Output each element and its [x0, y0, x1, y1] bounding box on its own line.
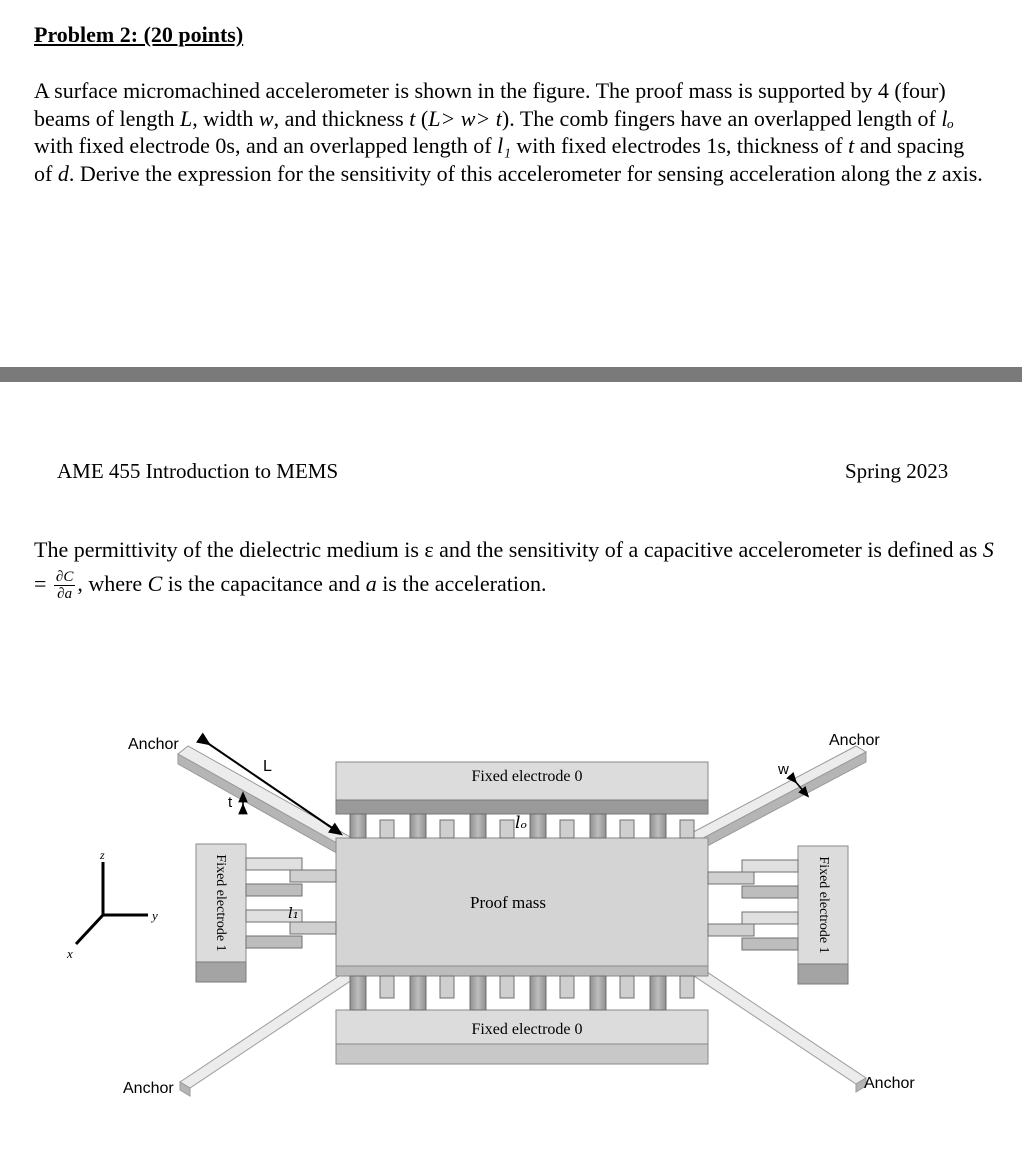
mass-finger-top	[620, 820, 634, 838]
fixed-finger-top	[590, 814, 606, 838]
problem-text-2: , width	[192, 105, 259, 131]
anchor-label-bottom-right: Anchor	[864, 1075, 915, 1092]
axis-y-label: y	[152, 908, 158, 923]
problem-text-5: ). The comb fingers have an overlapped length of	[501, 105, 942, 131]
mass-finger-left	[290, 922, 336, 934]
mass-finger-top	[680, 820, 694, 838]
mass-finger-bottom	[500, 976, 514, 998]
partial-fraction	[54, 569, 75, 602]
problem-text-10: axis.	[936, 160, 983, 186]
problem-text-8: and spacing of	[34, 133, 965, 186]
beam-bottom-left	[180, 970, 358, 1096]
fixed-finger-bottom	[350, 976, 366, 1010]
condition: L> w> t	[428, 105, 502, 131]
anchor-label-top-left: Anchor	[128, 736, 179, 753]
fixed-electrode-1-left-label: Fixed electrode 1	[213, 854, 228, 952]
fixed-finger-bottom	[410, 976, 426, 1010]
label-L: L	[263, 758, 272, 775]
var-C: C	[147, 571, 163, 596]
mass-finger-left	[246, 884, 302, 896]
label-l1: l₁	[288, 904, 299, 922]
mass-finger-right	[708, 924, 754, 936]
fixed-finger-bottom	[590, 976, 606, 1010]
page-divider	[0, 367, 1022, 382]
label-w: w	[778, 761, 789, 778]
fixed-finger-top	[650, 814, 666, 838]
mass-finger-bottom	[560, 976, 574, 998]
mass-finger-bottom	[620, 976, 634, 998]
var-a: a	[365, 571, 377, 596]
mass-finger-top	[380, 820, 394, 838]
term: Spring 2023	[845, 459, 949, 483]
problem-text-7: with fixed electrodes 1s, thickness of	[510, 133, 849, 158]
problem-title: Problem 2: (20 points)	[34, 22, 244, 47]
fixed-finger-right	[742, 912, 798, 924]
problem-text-1: A surface micromachined accelerometer is shown in the figure. The proof mass is supported by 4 (four) beams of length	[34, 78, 946, 131]
beam-top-right	[682, 746, 866, 854]
fixed-finger-top	[470, 814, 486, 838]
var-l1: l₁	[497, 133, 511, 158]
fixed-finger-top	[530, 814, 546, 838]
var-S: S	[982, 537, 994, 562]
var-l0: lₒ	[941, 105, 954, 131]
problem-text-9: . Derive the expression for the sensitivity of this accelerometer for sensing acceleration along the	[68, 160, 928, 186]
axis-z-label: z	[100, 848, 105, 862]
perm-text-1: The permittivity of the dielectric medium is ε and the sensitivity of a capacitive accelerometer is defined as	[34, 537, 983, 562]
proof-mass-label: Proof mass	[469, 893, 547, 912]
mass-finger-top	[440, 820, 454, 838]
label-t: t	[228, 794, 233, 811]
mass-finger-bottom	[380, 976, 394, 998]
mass-finger-top	[560, 820, 574, 838]
x-axis	[76, 915, 103, 944]
mass-finger-left	[246, 936, 302, 948]
fixed-electrode-1-right-label: Fixed electrode 1	[816, 856, 831, 954]
permittivity-statement	[34, 533, 994, 602]
fixed-finger-right	[742, 860, 798, 872]
var-t2: t	[848, 133, 855, 158]
mass-finger-right	[742, 886, 798, 898]
perm-text-3: is the capacitance and	[162, 571, 366, 596]
fixed-finger-top	[410, 814, 426, 838]
anchor-label-bottom-left: Anchor	[123, 1080, 174, 1097]
perm-text-4: is the acceleration.	[376, 571, 547, 596]
mass-finger-bottom	[680, 976, 694, 998]
fraction-denominator: ∂a	[57, 586, 73, 603]
var-L: L	[180, 105, 193, 131]
course-name: AME 455 Introduction to MEMS	[57, 459, 339, 483]
fraction-numerator: ∂C	[55, 569, 74, 586]
beam-bottom-right	[688, 966, 866, 1092]
accelerometer-figure	[0, 720, 1022, 1160]
problem-text-4: (	[415, 105, 429, 131]
perm-text-2: , where	[77, 571, 148, 596]
mass-finger-right	[708, 872, 754, 884]
problem-text-3: , and thickness	[273, 105, 410, 131]
equals-sign: =	[34, 571, 52, 596]
var-w: w	[258, 105, 274, 131]
fixed-finger-bottom	[470, 976, 486, 1010]
var-d: d	[57, 160, 69, 186]
mass-finger-left	[290, 870, 336, 882]
var-z: z	[927, 160, 937, 186]
problem-statement	[34, 77, 984, 187]
fixed-electrode-0-top-label: Fixed electrode 0	[471, 768, 583, 785]
fixed-finger-left	[246, 858, 302, 870]
problem-text-6: with fixed electrode 0s, and an overlapped length of	[34, 133, 498, 158]
var-t: t	[409, 105, 416, 131]
mass-finger-right	[742, 938, 798, 950]
anchor-label-top-right: Anchor	[829, 732, 880, 749]
axis-x-label: x	[67, 946, 73, 961]
label-l0: lₒ	[515, 813, 527, 833]
fixed-electrode-0-bottom-label: Fixed electrode 0	[471, 1021, 583, 1038]
mass-finger-bottom	[440, 976, 454, 998]
fixed-finger-top	[350, 814, 366, 838]
fixed-finger-bottom	[650, 976, 666, 1010]
fixed-finger-bottom	[530, 976, 546, 1010]
coordinate-axes	[66, 848, 158, 961]
mass-finger-top	[500, 820, 514, 838]
